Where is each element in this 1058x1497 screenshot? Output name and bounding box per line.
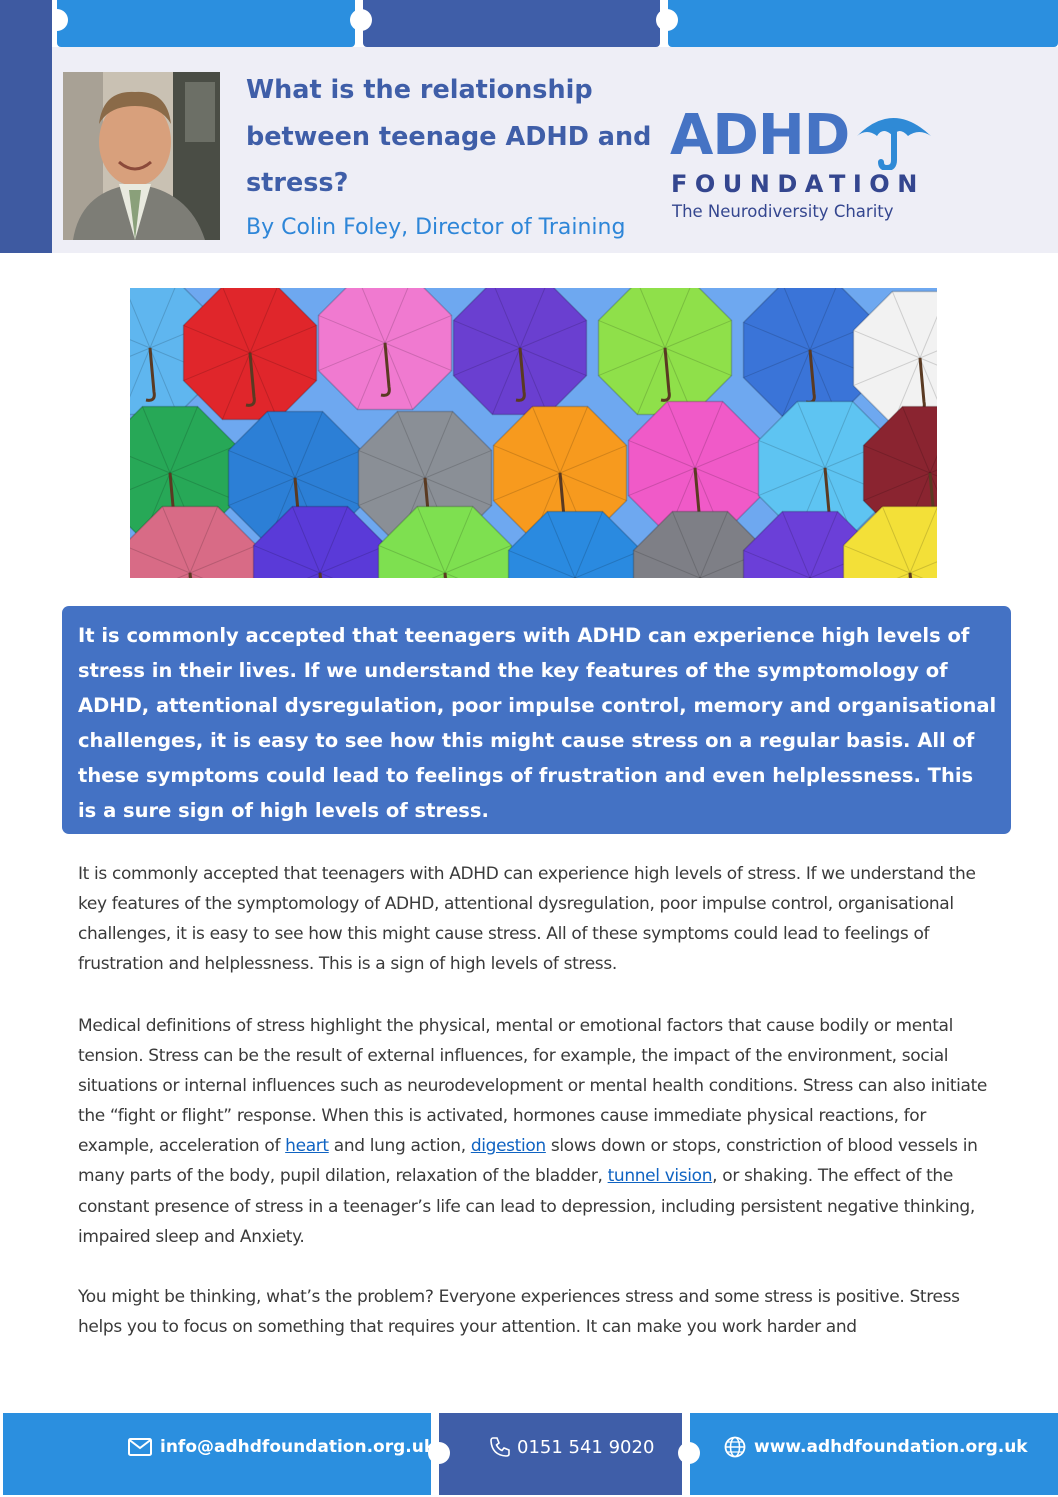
body-paragraph-1: It is commonly accepted that teenagers with ADHD can experience high levels of stress. If we understand the key features of the symptomology of ADHD, attentional dysregulation, poor impulse control, organisational challenges, it is easy to see how this might cause stress. All of these symptoms could lead to feelings of frustration and helplessness. This is a sign of high levels of stress. [78, 864, 976, 975]
top-banner-segment [668, 0, 1058, 47]
footer-phone: 0151 541 9020 [517, 1437, 655, 1458]
globe-icon [724, 1436, 746, 1458]
intro-callout-box [62, 606, 1011, 834]
footer-website-link[interactable]: www.adhdfoundation.org.uk [754, 1437, 1028, 1457]
page-title-line: What is the relationship [246, 75, 593, 105]
puzzle-knob [350, 9, 372, 31]
phone-icon [489, 1436, 511, 1458]
tunnel-vision-link[interactable]: tunnel vision [607, 1166, 713, 1187]
logo-tagline: The Neurodiversity Charity [672, 202, 894, 221]
top-banner-segment [363, 0, 660, 47]
logo-wordmark: ADHD [670, 103, 850, 168]
adhd-foundation-logo [670, 104, 932, 230]
page-title-line: between teenage ADHD and [246, 122, 652, 152]
paragraph-text: slows down or stops, constriction of blood vessels in many parts of the body, pupil dilation, relaxation of the bladder, [78, 1136, 978, 1187]
puzzle-knob [678, 1442, 700, 1464]
author-byline: By Colin Foley, Director of Training [246, 215, 626, 240]
author-photo [63, 72, 220, 240]
umbrellas-photo-icon [130, 288, 937, 578]
top-banner-segment [57, 0, 355, 47]
paragraph-text: , or shaking. The effect of the constant presence of stress in a teenager’s life can lead to depression, including persistent negative thinking, impaired sleep and Anxiety. [78, 1166, 975, 1247]
digestion-link[interactable]: digestion [470, 1136, 546, 1157]
left-accent-strip [0, 0, 52, 253]
puzzle-knob [656, 9, 678, 31]
footer-email-link[interactable]: info@adhdfoundation.org.uk [160, 1437, 436, 1457]
umbrella-icon [853, 108, 935, 170]
paragraph-text: Medical definitions of stress highlight the physical, mental or emotional factors that cause bodily or mental tension. Stress can be the result of external influences, for example, the impact of the environment, social situations or internal influences such as neurodevelopment or mental health conditions. Stress can also initiate the “fight or flight” response. When this is activated, hormones cause immediate physical reactions, for example, acceleration of [78, 1016, 987, 1157]
umbrellas-hero-image [130, 288, 937, 578]
page-title-line: stress? [246, 168, 349, 198]
paragraph-text: and lung action, [328, 1136, 471, 1157]
body-paragraph-2 [78, 1011, 988, 1252]
envelope-icon [128, 1438, 152, 1456]
intro-callout-text: It is commonly accepted that teenagers with ADHD can experience high levels of stress in their lives. If we understand the key features of the symptomology of ADHD, attentional dysregulation, poor impulse control, memory and organisational challenges, it is easy to see how this might cause stress on a regular basis. All of these symptoms could lead to feelings of frustration and even helplessness. This is a sure sign of high levels of stress. [78, 624, 997, 822]
author-portrait-icon [63, 72, 220, 240]
body-paragraph-3: You might be thinking, what’s the problem? Everyone experiences stress and some stress is positive. Stress helps you to focus on something that requires your attention. It can make you work harder and [78, 1287, 960, 1338]
logo-foundation-text: FOUNDATION [671, 170, 925, 198]
heart-link[interactable]: heart [285, 1136, 329, 1157]
